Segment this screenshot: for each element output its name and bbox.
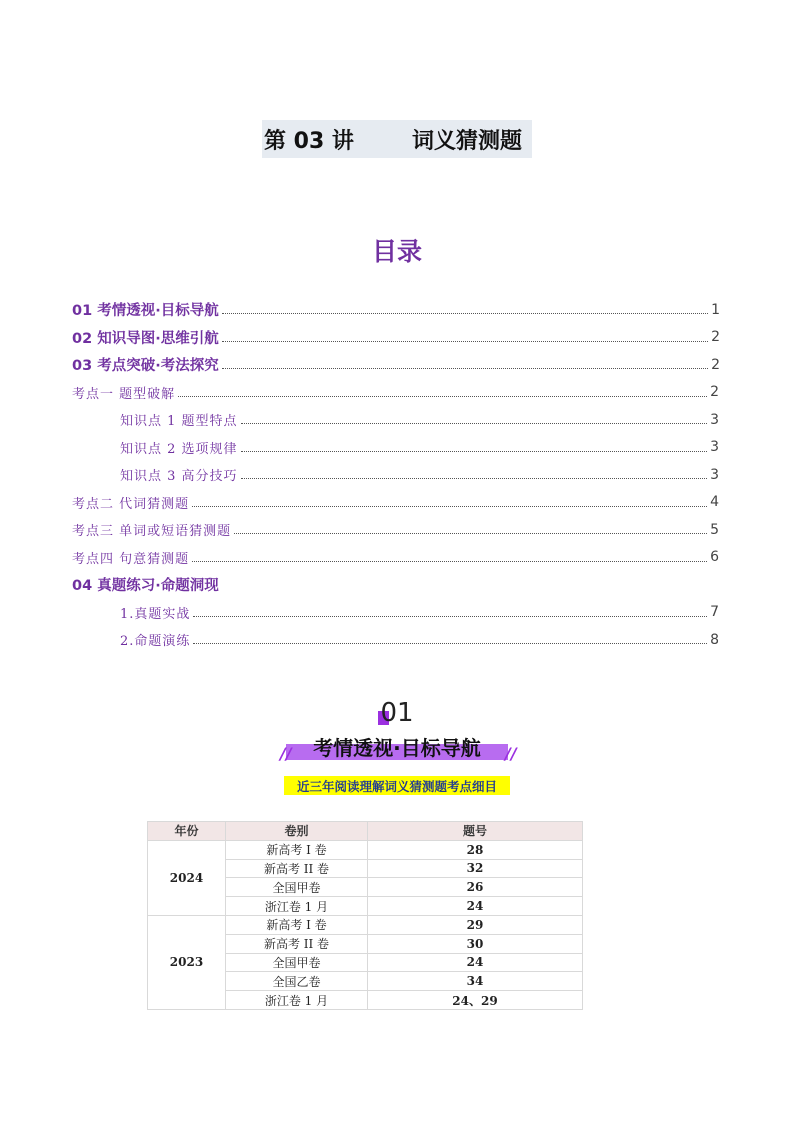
toc-item[interactable] bbox=[72, 351, 720, 379]
question-number-cell: 24 bbox=[368, 897, 583, 916]
toc-item-text: 1.真题实战 bbox=[120, 606, 191, 622]
lecture-name: 词义猜测题 bbox=[411, 128, 522, 154]
lecture-number: 第 03 讲 bbox=[264, 128, 354, 154]
toc-item[interactable] bbox=[72, 296, 720, 324]
toc-page-number: 2 bbox=[711, 356, 720, 373]
header-questions: 题号 bbox=[368, 822, 583, 841]
question-number-cell: 28 bbox=[368, 840, 583, 859]
toc-item[interactable] bbox=[72, 571, 720, 599]
exam-table bbox=[147, 821, 583, 1010]
section-number: 01 bbox=[380, 698, 414, 728]
toc-item-text: 考点二 代词猜测题 bbox=[72, 496, 190, 512]
question-number-cell: 29 bbox=[368, 915, 583, 934]
toc-page-number: 1 bbox=[711, 301, 720, 318]
paper-cell: 全国甲卷 bbox=[226, 953, 368, 972]
banner-slash-left: // bbox=[280, 744, 292, 763]
toc-item-text: 02 知识导图·思维引航 bbox=[72, 330, 219, 347]
question-number-cell: 24、29 bbox=[368, 991, 583, 1010]
table-row bbox=[148, 915, 583, 934]
toc-page-number: 4 bbox=[710, 494, 720, 511]
toc-page-number: 3 bbox=[710, 439, 720, 456]
toc-item-text: 考点三 单词或短语猜测题 bbox=[72, 524, 232, 540]
toc-leader-dots bbox=[178, 396, 707, 397]
toc-item-text: 知识点 2 选项规律 bbox=[120, 441, 238, 457]
question-number-cell: 32 bbox=[368, 859, 583, 878]
toc-item[interactable] bbox=[72, 434, 720, 462]
table-of-contents bbox=[72, 296, 720, 654]
table-caption: 近三年阅读理解词义猜测题考点细目 bbox=[284, 776, 510, 795]
paper-cell: 全国乙卷 bbox=[226, 972, 368, 991]
toc-item-text: 知识点 3 高分技巧 bbox=[120, 469, 238, 485]
toc-item[interactable] bbox=[72, 626, 720, 654]
toc-page-number: 3 bbox=[710, 466, 720, 483]
toc-leader-dots bbox=[192, 506, 707, 507]
toc-page-number: 8 bbox=[710, 631, 720, 648]
toc-item-text: 04 真题练习·命题洞现 bbox=[72, 578, 219, 595]
toc-leader-dots bbox=[193, 643, 707, 644]
paper-cell: 全国甲卷 bbox=[226, 878, 368, 897]
toc-leader-dots bbox=[222, 313, 708, 314]
document-title bbox=[262, 120, 532, 158]
header-paper: 卷别 bbox=[226, 822, 368, 841]
toc-page-number: 5 bbox=[710, 521, 720, 538]
toc-page-number: 2 bbox=[710, 384, 720, 401]
toc-page-number: 3 bbox=[710, 411, 720, 428]
toc-item[interactable] bbox=[72, 489, 720, 517]
toc-item-text: 考点四 句意猜测题 bbox=[72, 551, 190, 567]
banner-slash-right: // bbox=[505, 744, 517, 763]
section-title: 考情透视·目标导航 bbox=[313, 736, 481, 760]
toc-item[interactable] bbox=[72, 324, 720, 352]
paper-cell: 浙江卷 1 月 bbox=[226, 897, 368, 916]
toc-item[interactable] bbox=[72, 406, 720, 434]
toc-item-text: 2.命题演练 bbox=[120, 634, 191, 650]
toc-leader-dots bbox=[193, 616, 707, 617]
toc-leader-dots bbox=[192, 561, 707, 562]
year-cell: 2024 bbox=[148, 840, 226, 915]
question-number-cell: 26 bbox=[368, 878, 583, 897]
table-header-row bbox=[148, 822, 583, 841]
toc-leader-dots bbox=[241, 478, 708, 479]
toc-item[interactable] bbox=[72, 379, 720, 407]
toc-leader-dots bbox=[234, 533, 707, 534]
toc-item-text: 知识点 1 题型特点 bbox=[120, 414, 238, 430]
toc-page-number: 6 bbox=[710, 549, 720, 566]
toc-item-text: 01 考情透视·目标导航 bbox=[72, 303, 219, 320]
paper-cell: 新高考 II 卷 bbox=[226, 934, 368, 953]
toc-leader-dots bbox=[222, 368, 708, 369]
toc-leader-dots bbox=[222, 341, 708, 342]
paper-cell: 浙江卷 1 月 bbox=[226, 991, 368, 1010]
question-number-cell: 34 bbox=[368, 972, 583, 991]
toc-item[interactable] bbox=[72, 461, 720, 489]
toc-item-text: 考点一 题型破解 bbox=[72, 386, 176, 402]
paper-cell: 新高考 I 卷 bbox=[226, 840, 368, 859]
paper-cell: 新高考 II 卷 bbox=[226, 859, 368, 878]
paper-cell: 新高考 I 卷 bbox=[226, 915, 368, 934]
toc-item[interactable] bbox=[72, 516, 720, 544]
toc-page-number: 2 bbox=[711, 329, 720, 346]
toc-page-number: 7 bbox=[710, 604, 720, 621]
table-row bbox=[148, 840, 583, 859]
toc-heading: 目录 bbox=[371, 237, 422, 266]
toc-item[interactable] bbox=[72, 544, 720, 572]
toc-leader-dots bbox=[241, 451, 708, 452]
toc-item[interactable] bbox=[72, 599, 720, 627]
toc-item-text: 03 考点突破·考法探究 bbox=[72, 358, 219, 375]
year-cell: 2023 bbox=[148, 915, 226, 1009]
toc-leader-dots bbox=[241, 423, 708, 424]
header-year: 年份 bbox=[148, 822, 226, 841]
question-number-cell: 24 bbox=[368, 953, 583, 972]
question-number-cell: 30 bbox=[368, 934, 583, 953]
